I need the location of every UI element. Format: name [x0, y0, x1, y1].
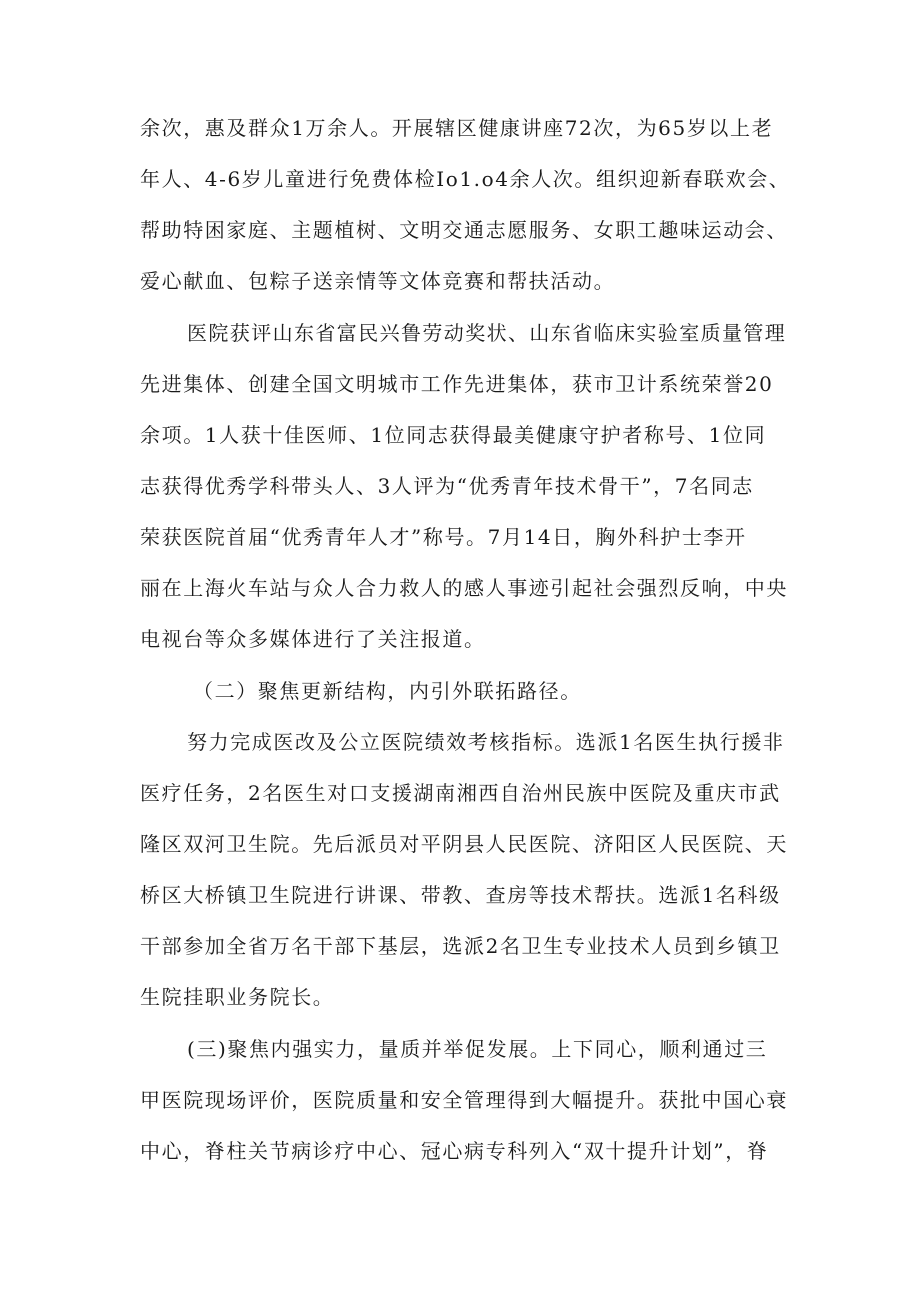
text-line: 丽在上海火车站与众人合力救人的感人事迹引起社会强烈反响，中央	[140, 576, 788, 600]
text-line: 爱心献血、包粽子送亲情等文体竞赛和帮扶活动。	[140, 269, 616, 293]
text-line: 干部参加全省万名干部下基层，选派2名卫生专业技术人员到乡镇卫	[140, 934, 781, 958]
section-heading: （二）聚焦更新结构，内引外联拓路径。	[193, 679, 582, 703]
text-line: 隆区双河卫生院。先后派员对平阴县人民医院、济阳区人民医院、天	[140, 832, 788, 856]
text-line: 努力完成医改及公立医院绩效考核指标。选派1名医生执行援非	[187, 730, 785, 754]
text-line: 中心，脊柱关节病诊疗中心、冠心病专科列入“双十提升计划”，脊	[140, 1139, 769, 1163]
text-line: 年人、4-6岁儿童进行免费体检Io1.o4余人次。组织迎新春联欢会、	[140, 167, 791, 191]
text-line: 医院获评山东省富民兴鲁劳动奖状、山东省临床实验室质量管理	[187, 321, 787, 345]
text-line: 电视台等众多媒体进行了关注报道。	[140, 627, 486, 651]
text-line: 志获得优秀学科带头人、3人评为“优秀青年技术骨干”，7名同志	[140, 474, 754, 498]
text-line: 生院挂职业务院长。	[140, 985, 335, 1009]
text-line: 帮助特困家庭、主题植树、文明交通志愿服务、女职工趣味运动会、	[140, 218, 788, 242]
text-line: 荣获医院首届“优秀青年人才”称号。7月14日，胸外科护士李开	[140, 525, 747, 549]
text-line: 先进集体、创建全国文明城市工作先进集体，获市卫计系统荣誉20	[140, 372, 774, 396]
text-line: 医疗任务，2名医生对口支援湖南湘西自治州民族中医院及重庆市武	[140, 781, 781, 805]
text-line: (三)聚焦内强实力，量质并举促发展。上下同心，顺利通过三	[187, 1037, 768, 1061]
text-line: 余项。1人获十佳医师、1位同志获得最美健康守护者称号、1位同	[140, 423, 767, 447]
text-line: 桥区大桥镇卫生院进行讲课、带教、查房等技术帮扶。选派1名科级	[140, 883, 781, 907]
text-line: 余次，惠及群众1万余人。开展辖区健康讲座72次，为65岁以上老	[140, 116, 774, 140]
text-line: 甲医院现场评价，医院质量和安全管理得到大幅提升。获批中国心衰	[140, 1088, 788, 1112]
